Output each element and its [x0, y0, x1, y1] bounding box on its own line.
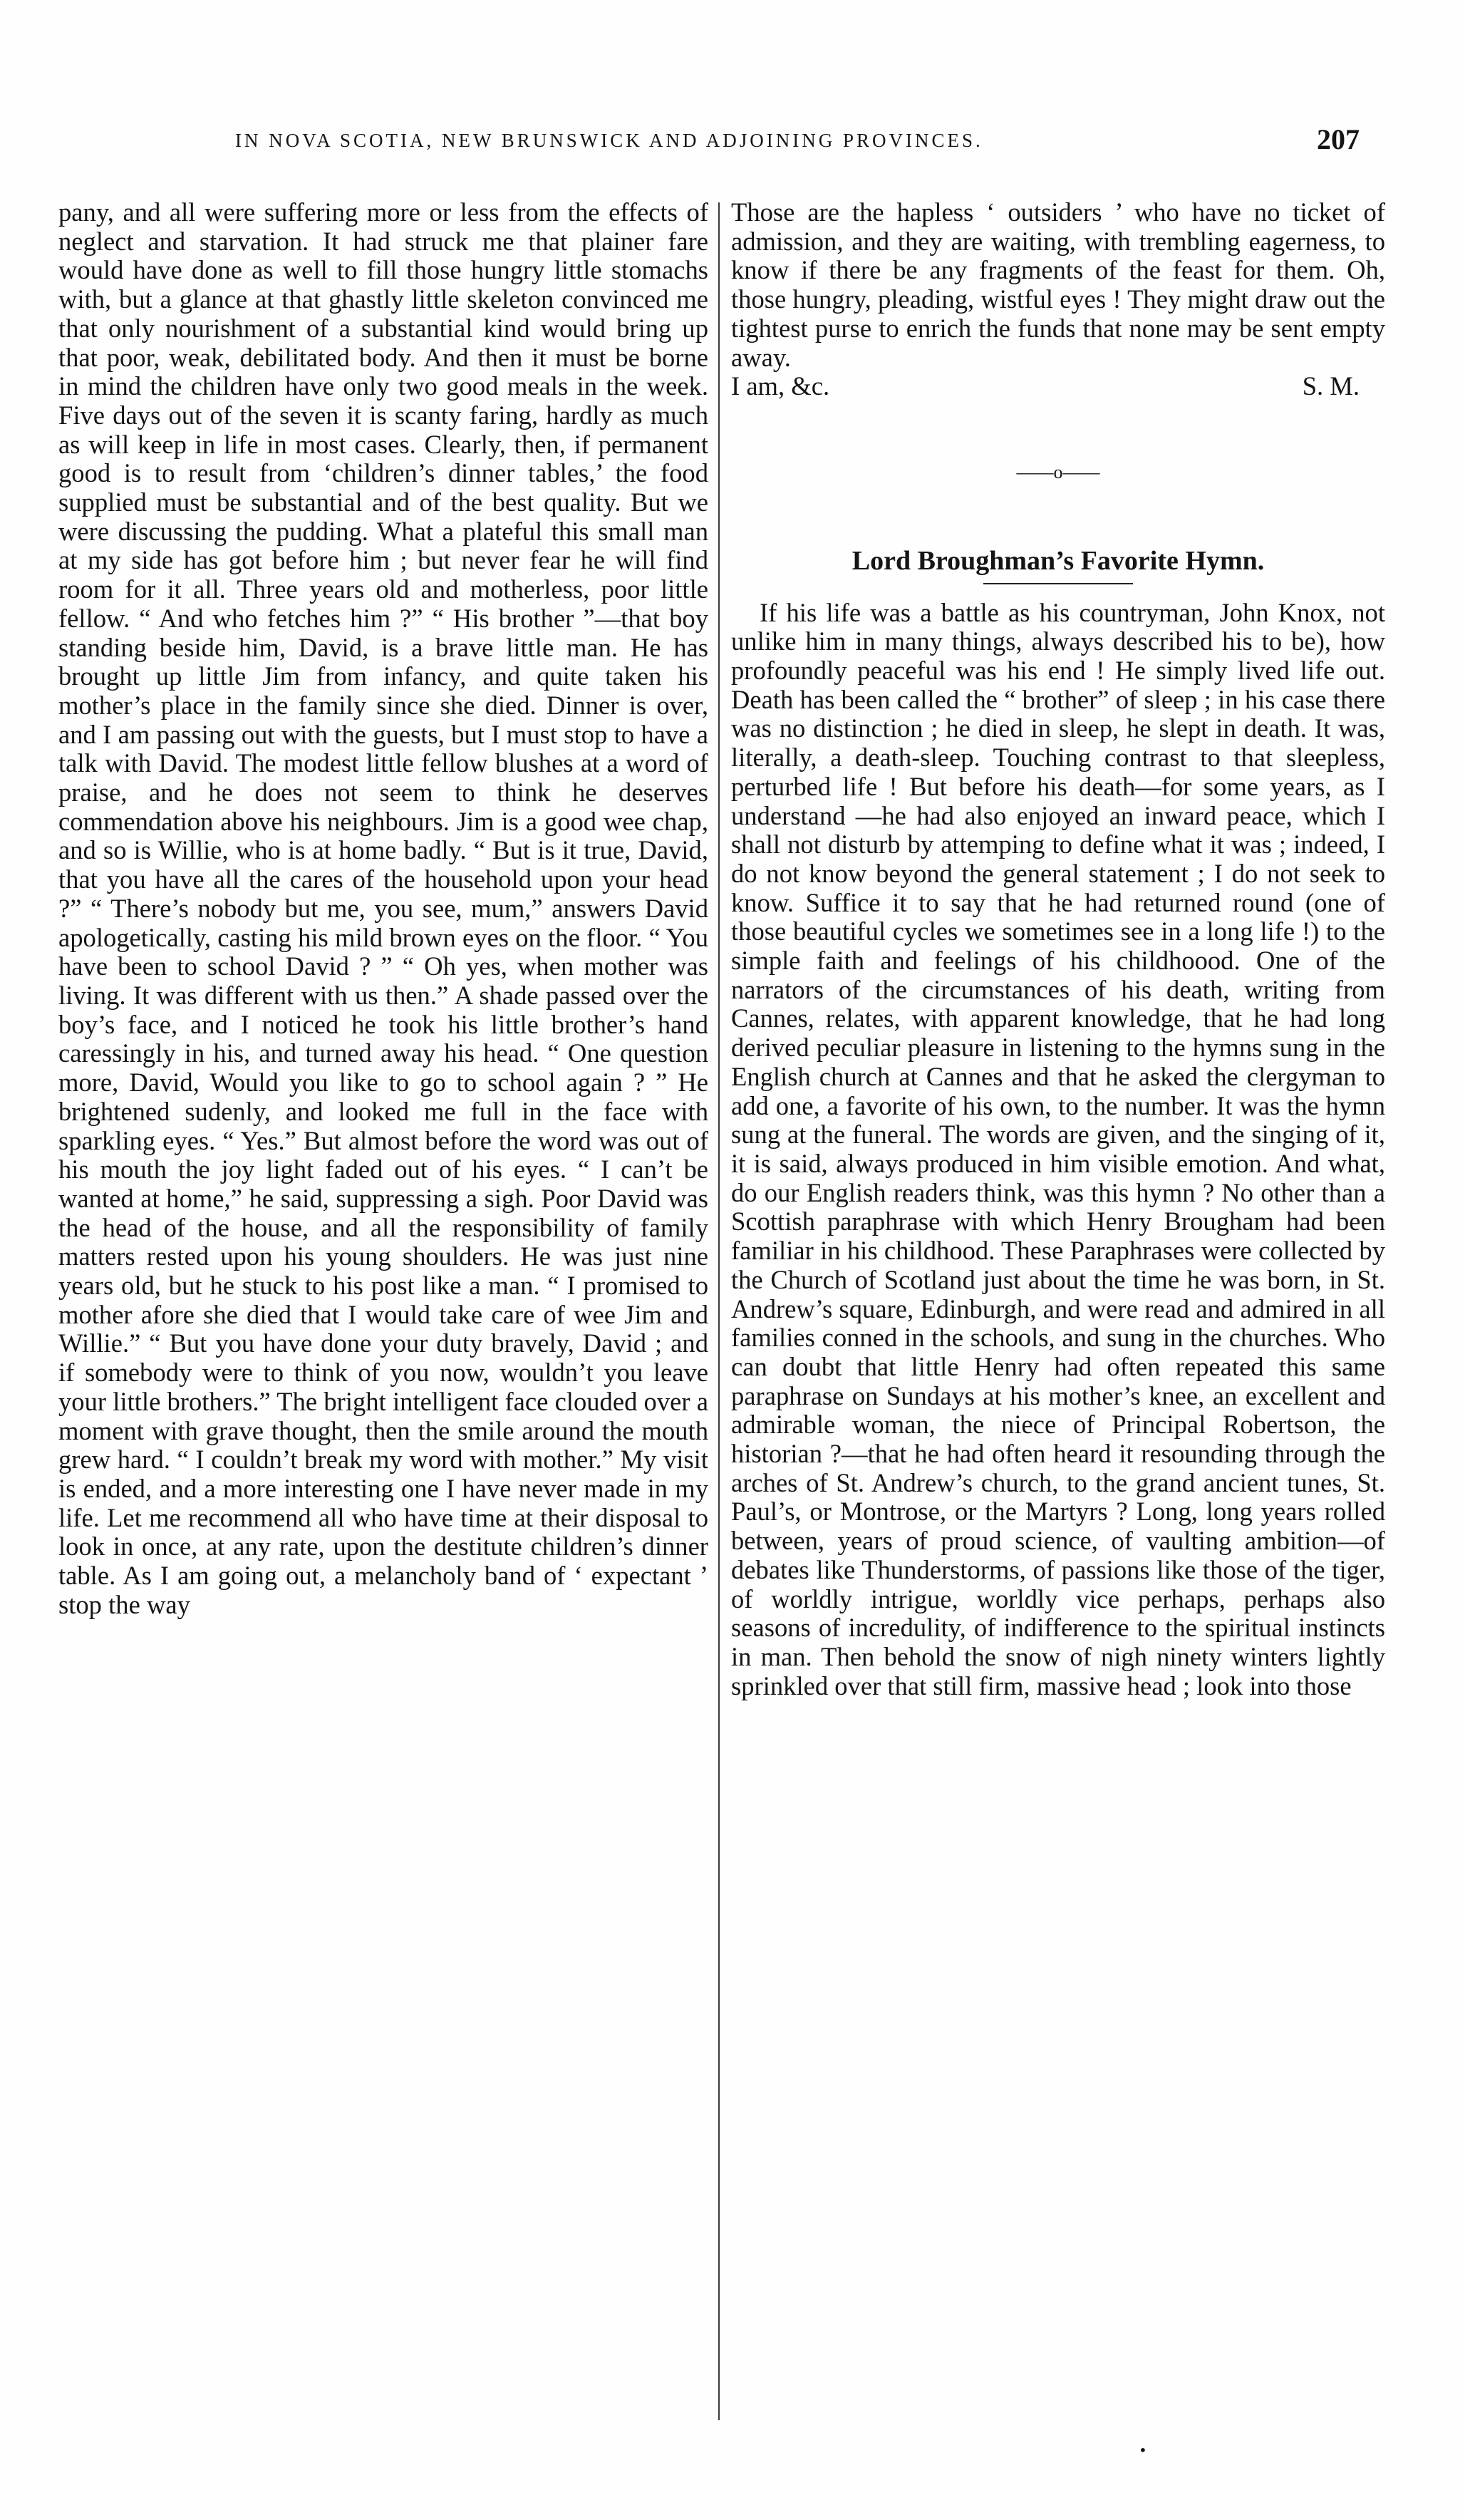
- title-rule: [983, 583, 1133, 584]
- left-column: [58, 198, 708, 1619]
- letter-signoff: [731, 372, 1385, 401]
- article-body: If his life was a battle as his countryman, John Knox, not unlike him in many things, always described his to be), how profoundly peaceful was his end ! He simply lived life out. Death has been called the “ brother” of sleep ; in his case there was no distinction ; he died in sleep, he slept in death. It was, literally, a death-sleep. Touching contrast to that sleepless, perturbed life ! But before his death—for some years, as I understand —he had also enjoyed an inward peace, which I shall not disturb by attemping to define what it was ; indeed, I do not know beyond the general statement ; I do not seek to know. Suffice it to say that he had returned round (one of those beautiful cycles we sometimes see in a long life !) to the simple faith and feelings of his childhoood. One of the narrators of the circumstances of his death, writing from Cannes, relates, with apparent knowledge, that he had long derived peculiar pleasure in listening to the hymns sung in the English church at Cannes and that he asked the clergyman to add one, a favorite of his own, to the number. It was the hymn sung at the funeral. The words are given, and the singing of it, it is said, always produced in him visible emotion. And what, do our English readers think, was this hymn ? No other than a Scottish paraphrase with which Henry Brougham had been familiar in his childhood. These Paraphrases were collected by the Church of Scotland just about the time he was born, in St. Andrew’s square, Edinburgh, and were read and admired in all families conned in the schools, and sung in the churches. Who can doubt that little Henry had often repeated this same paraphrase on Sundays at his mother’s knee, an excellent and admirable woman, the niece of Principal Robertson, the historian ?—that he had often heard it resounding through the arches of St. Andrew’s church, to the grand ancient tunes, St. Paul’s, or Montrose, or the Martyrs ? Long, long years rolled between, years of proud science, of vaulting ambition—of debates like Thunderstorms, of passions like those of the tiger, of worldly intrigue, worldly vice perhaps, perhaps also seasons of incredulity, of indifference to the spiritual instincts in man. Then behold the snow of nigh ninety winters lightly sprinkled over that still firm, massive head ; look into those: [731, 597, 1385, 1700]
- article-title: Lord Broughman’s Favorite Hymn.: [851, 545, 1265, 576]
- right-column: [731, 198, 1385, 1700]
- running-head: IN NOVA SCOTIA, NEW BRUNSWICK AND ADJOINING PROVINCES.: [235, 130, 983, 151]
- left-column-text: pany, and all were suffering more or less from the effects of neglect and starvation. It had struck me that plainer fare would have done as well to fill those hungry little stomachs with, but a glance at that ghastly little skeleton convinced me that only nourishment of a substantial kind would bring up that poor, weak, debilitated body. And then it must be borne in mind the children have only two good meals in the week. Five days out of the seven it is scanty faring, hardly as much as will keep in life in most cases. Clearly, then, if permanent good is to result from ‘children’s dinner tables,’ the food supplied must be substantial and of the best quality. But we were discussing the pudding. What a plateful this small man at my side has got before him ; but never fear he will find room for it all. Three years old and motherless, poor little fellow. “ And who fetches him ?” “ His brother ”—that boy standing beside him, David, is a brave little man. He has brought up little Jim from infancy, and quite taken his mother’s place in the family since she died. Dinner is over, and I am passing out with the guests, but I must stop to have a talk with David. The modest little fellow blushes at a word of praise, and he does not seem to think he deserves commendation above his neighbours. Jim is a good wee chap, and so is Willie, who is at home badly. “ But is it true, David, that you have all the cares of the household upon your head ?” “ There’s nobody but me, you see, mum,” answers David apologetically, casting his mild brown eyes on the floor. “ You have been to school David ? ” “ Oh yes, when mother was living. It was different with us then.” A shade passed over the boy’s face, and I noticed he took his little brother’s hand caressingly in his, and turned away his head. “ One question more, David, Would you like to go to school again ? ” He brightened sudenly, and looked me full in the face with sparkling eyes. “ Yes.” But almost before the word was out of his mouth the joy light faded out of his eyes. “ I can’t be wanted at home,” he said, suppressing a sigh. Poor David was the head of the house, and all the responsibility of family matters rested upon his young shoulders. He was just nine years old, but he stuck to his post like a man. “ I promised to mother afore she died that I would take care of wee Jim and Willie.” “ But you have done your duty bravely, David ; and if somebody were to think of you now, wouldn’t you leave your little brothers.” The bright intelligent face clouded over a moment with grave thought, then the smile around the mouth grew hard. “ I couldn’t break my word with mother.” My visit is ended, and a more interesting one I have never made in my life. Let me recommend all who have time at their disposal to look in once, at any rate, upon the destitute children’s dinner table. As I am going out, a melancholy band of ‘ expectant ’ stop the way: [58, 197, 708, 1619]
- column-divider: [718, 202, 720, 2420]
- closing-salutation: I am, &c.: [731, 371, 830, 401]
- signature: S. M.: [1302, 371, 1360, 401]
- letter-closing-text: Those are the hapless ‘ outsiders ’ who have no ticket of admission, and they are waiting, with trembling eagerness, to know if there be any fragments of the feast for them. Oh, those hungry, pleading, wistful eyes ! They might draw out the tightest purse to enrich the funds that none may be sent empty away.: [731, 197, 1385, 372]
- print-mark: •: [1139, 2442, 1147, 2459]
- page-number: 207: [1317, 123, 1360, 155]
- section-separator: ——o——: [1016, 461, 1100, 482]
